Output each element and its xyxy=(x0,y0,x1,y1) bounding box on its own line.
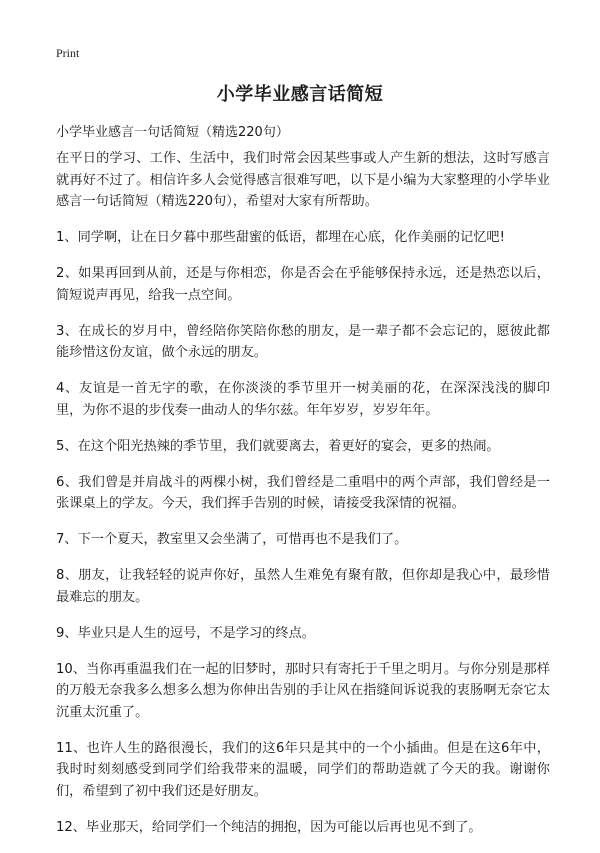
page-title: 小学毕业感言话简短 xyxy=(216,84,384,105)
list-item: 8、朋友，让我轻轻的说声你好，虽然人生难免有聚有散，但你却是我心中，最珍惜最难忘的朋友。 xyxy=(56,568,550,605)
list-item: 4、友谊是一首无字的歌，在你淡淡的季节里开一树美丽的花，在深深浅浅的脚印里，为你不退的步伐奏一曲动人的华尔兹。年年岁岁，岁岁年年。 xyxy=(56,381,550,418)
list-item: 10、当你再重温我们在一起的旧梦时，那时只有寄托于千里之明月。与你分别是那样的万般无奈我多么想多么想为你伸出告别的手让风在指缝间诉说我的衷肠啊无奈它太沉重太沉重了。 xyxy=(56,661,550,720)
list-item: 12、毕业那天，给同学们一个纯洁的拥抱，因为可能以后再也见不到了。 xyxy=(56,819,482,835)
list-item: 6、我们曾是并肩战斗的两棵小树，我们曾经是二重唱中的两个声部，我们曾经是一张课桌上的学友。今天，我们挥手告别的时候，请接受我深情的祝福。 xyxy=(56,474,550,511)
list-item: 7、下一个夏天，教室里又会坐满了，可惜再也不是我们了。 xyxy=(56,532,408,547)
print-link[interactable]: Print xyxy=(56,46,80,60)
article-body xyxy=(56,148,550,853)
list-item: 2、如果再回到从前，还是与你相恋，你是否会在乎能够保持永远，还是热恋以后，简短说声再见，给我一点空间。 xyxy=(56,266,550,303)
list-item: 9、毕业只是人生的逗号，不是学习的终点。 xyxy=(56,625,315,641)
list-item: 5、在这个阳光热辣的季节里，我们就要离去，着更好的宴会，更多的热闹。 xyxy=(56,438,500,454)
list-item: 11、也许人生的路很漫长，我们的这6年只是其中的一个小插曲。但是在这6年中，我时时刻刻感受到同学们给我带来的温暖，同学们的帮助造就了今天的我。谢谢你们，希望到了初中我们还是好朋友。 xyxy=(56,740,550,799)
intro-paragraph: 在平日的学习、工作、生活中，我们时常会因某些事或人产生新的想法，这时写感言就再好不过了。相信许多人会觉得感言很难写吧，以下是小编为大家整理的小学毕业感言一句话简短（精选220句），希望对大家有所帮助。 xyxy=(56,151,550,209)
article-subtitle: 小学毕业感言一句话简短（精选220句） xyxy=(56,125,289,140)
list-item: 1、同学啊，让在日夕暮中那些甜蜜的低语，都埋在心底，化作美丽的记忆吧! xyxy=(56,230,505,245)
list-item: 3、在成长的岁月中，曾经陪你笑陪你愁的朋友，是一辈子都不会忘记的，愿彼此都能珍惜这份友谊，做个永远的朋友。 xyxy=(56,323,550,360)
